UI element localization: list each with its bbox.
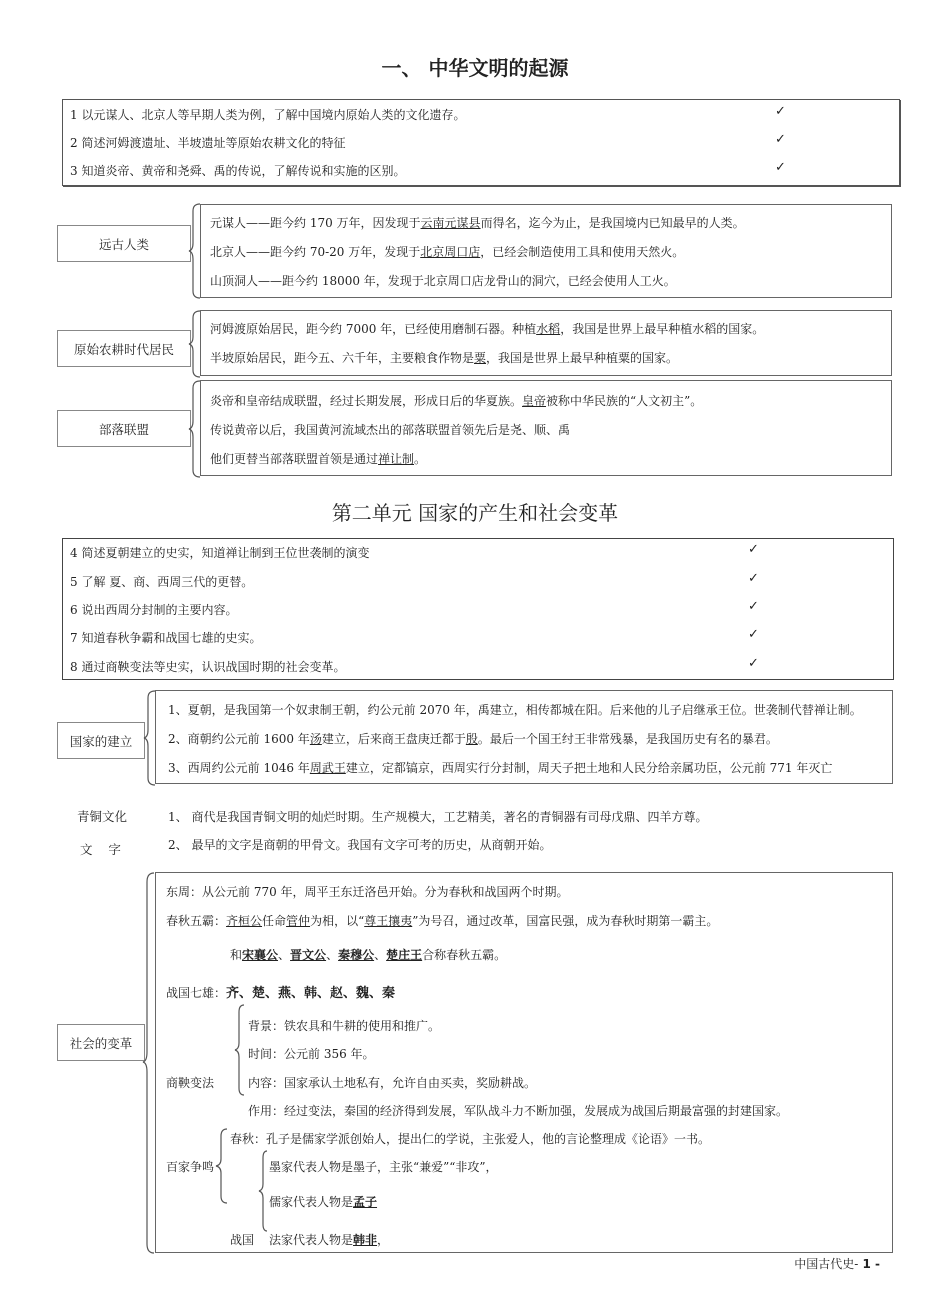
eastern-zhou-line: 东周：从公元前 770 年，周平王东迁洛邑开始。分为春秋和战国两个时期。 [166,885,569,899]
shang-yang-label: 商鞅变法 [166,1076,215,1090]
yao-shun-yu-line: 传说黄帝以后，我国黄河流域杰出的部落联盟首领先后是尧、顺、禹 [210,423,571,437]
unit2-title: 第二单元 国家的产生和社会变革 [331,501,619,525]
label-farming-residents: 原始农耕时代居民 [57,330,191,367]
other-hegemons-line: 和宋襄公、晋文公、秦穆公、楚庄王合称春秋五霸。 [230,948,507,962]
five-hegemons-line: 春秋五霸：齐桓公任命管仲为相，以“尊王攘夷”为号召，通过改革，国富民强，成为春秋时期第一霸主。 [166,914,719,928]
objective-2: 2 简述河姆渡遗址、半坡遗址等原始农耕文化的特征 [70,136,346,150]
peking-man-line: 北京人——距今约 70-20 万年，发现于北京周口店，已经会制造使用工具和使用天然火。 [210,245,685,259]
brace-icon [215,1128,229,1204]
warring-label: 战国 [230,1233,255,1247]
abdication-line: 他们更替当部落联盟首领是通过禅让制。 [210,452,427,466]
farming-box [200,310,892,376]
label-ancient-humans: 远古人类 [57,225,191,262]
banpo-line: 半坡原始居民，距今五、六千年，主要粮食作物是粟，我国是世界上最早种植粟的国家。 [210,351,679,365]
unit1-title: 一、 中华文明的起源 [381,56,569,80]
spring-autumn-confucius: 春秋：孔子是儒家学派创始人，提出仁的学说，主张爱人，他的言论整理成《论语》一书。 [230,1132,711,1146]
hemudu-line: 河姆渡原始居民，距今约 7000 年，已经使用磨制石器。种植水稻，我国是世界上最早种植水稻的国家。 [210,322,765,336]
yuanmou-line: 元谋人——距今约 170 万年，因发现于云南元谋县而得名，迄今为止，是我国境内已知最早的人类。 [210,216,745,230]
western-zhou-line: 3、西周约公元前 1046 年周武王建立，定都镐京，西周实行分封制，周天子把土地和人民分给亲属功臣，公元前 771 年灭亡 [168,761,833,775]
writing-line: 2、 最早的文字是商朝的甲骨文。我国有文字可考的历史，从商朝开始。 [168,838,552,852]
check-icon: ✓ [748,542,759,557]
mohist-line: 墨家代表人物是墨子，主张“兼爱”“非攻”， [269,1160,498,1174]
check-icon: ✓ [748,599,759,614]
bronze-label: 青铜文化 [77,809,128,824]
shang-yang-background: 背景：铁农具和牛耕的使用和推广。 [248,1019,441,1033]
check-icon: ✓ [748,656,759,671]
objective-1: 1 以元谋人、北京人等早期人类为例，了解中国境内原始人类的文化遗存。 [70,108,466,122]
objective-6: 6 说出西周分封制的主要内容。 [70,603,238,617]
label-state-founding: 国家的建立 [57,722,145,759]
bronze-line: 1、 商代是我国青铜文明的灿烂时期。生产规模大，工艺精美，著名的青铜器有司母戊鼎、四羊方尊。 [168,810,708,824]
upper-cave-line: 山顶洞人——距今约 18000 年，发现于北京周口店龙骨山的洞穴，已经会使用人工火。 [210,274,676,288]
brace-icon [142,872,156,1254]
check-icon: ✓ [775,104,786,119]
warring-states-line: 战国七雄：齐、楚、燕、韩、赵、魏、秦 [166,986,396,1001]
objective-3: 3 知道炎帝、黄帝和尧舜、禹的传说，了解传说和实施的区别。 [70,164,406,178]
shang-line: 2、商朝约公元前 1600 年汤建立，后来商王盘庚迁都于殷。最后一个国王纣王非常残暴，是我国历史有名的暴君。 [168,732,778,746]
brace-icon [258,1150,268,1232]
xia-line: 1、夏朝，是我国第一个奴隶制王朝，约公元前 2070 年，禹建立，相传都城在阳。后来他的儿子启继承王位。世袭制代替禅让制。 [168,703,862,717]
shang-yang-time: 时间：公元前 356 年。 [248,1047,375,1061]
check-icon: ✓ [748,571,759,586]
brace-icon [234,1004,246,1096]
page-footer: 中国古代史- 1 - [794,1257,880,1271]
objective-4: 4 简述夏朝建立的史实，知道禅让制到王位世袭制的演变 [70,546,370,560]
shang-yang-content: 内容：国家承认土地私有，允许自由买卖，奖励耕战。 [248,1076,537,1090]
objective-7: 7 知道春秋争霸和战国七雄的史实。 [70,631,262,645]
shang-yang-effect: 作用：经过变法，秦国的经济得到发展，军队战斗力不断加强，发展成为战国后期最富强的封建国家。 [248,1104,789,1118]
hundred-schools-label: 百家争鸣 [166,1160,215,1174]
confucian-line: 儒家代表人物是孟子 [269,1195,378,1209]
legalist-line: 法家代表人物是韩非， [269,1233,390,1247]
objective-5: 5 了解 夏、商、西周三代的更替。 [70,575,254,589]
check-icon: ✓ [775,160,786,175]
label-tribal-alliance: 部落联盟 [57,410,191,447]
label-social-change: 社会的变革 [57,1024,145,1061]
check-icon: ✓ [775,132,786,147]
objective-8: 8 通过商鞅变法等史实，认识战国时期的社会变革。 [70,660,346,674]
yan-huang-line: 炎帝和皇帝结成联盟，经过长期发展，形成日后的华夏族。皇帝被称中华民族的“人文初主”。 [210,394,703,408]
check-icon: ✓ [748,627,759,642]
page-number: 1 - [858,1257,880,1271]
writing-label: 文 字 [80,842,121,857]
